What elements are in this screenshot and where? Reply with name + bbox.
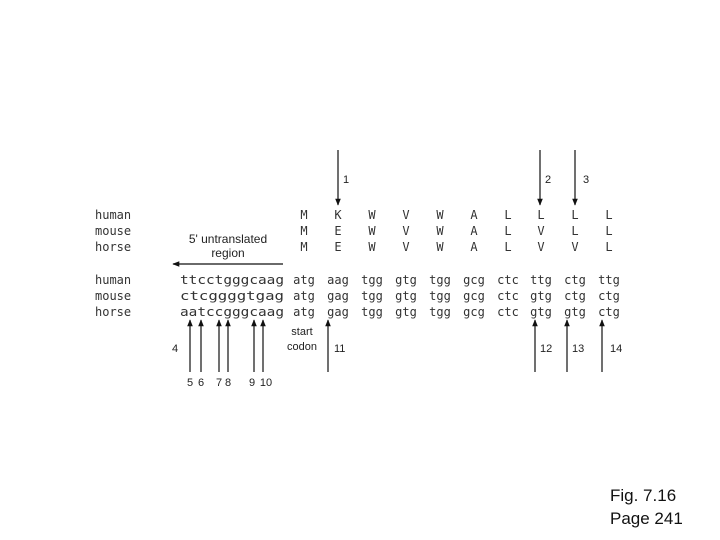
utr-sequence-mouse: ctcggggtgag [180, 289, 284, 303]
bottom-arrow-label-7: 7 [215, 377, 223, 389]
start-codon-annotation [287, 326, 317, 353]
protein-residue-mouse-10: L [605, 224, 613, 238]
protein-residue-human-9: L [571, 208, 579, 222]
protein-residue-mouse-1: M [300, 224, 308, 238]
codon-horse-3: tgg [361, 305, 383, 319]
bottom-arrow-label-9: 9 [248, 377, 256, 389]
bottom-arrow-label-4: 4 [172, 343, 179, 355]
utr-sequences [180, 273, 284, 319]
protein-residue-human-1: M [300, 208, 308, 222]
species-label-mouse-dna: mouse [95, 289, 132, 303]
codon-horse-10: ctg [598, 305, 620, 319]
protein-residue-mouse-9: L [571, 224, 579, 238]
top-arrow-label-1: 1 [343, 174, 350, 186]
bottom-arrow-label-5: 5 [186, 377, 194, 389]
codon-human-4: gtg [395, 273, 417, 287]
protein-residue-mouse-2: E [334, 224, 342, 238]
protein-residue-mouse-5: W [436, 224, 444, 238]
protein-residue-horse-9: V [571, 240, 579, 254]
species-label-mouse-protein: mouse [95, 224, 132, 238]
codon-horse-7: ctc [497, 305, 519, 319]
protein-residue-horse-4: V [402, 240, 410, 254]
figure-caption [610, 484, 683, 530]
protein-residue-mouse-3: W [368, 224, 376, 238]
protein-residue-horse-3: W [368, 240, 376, 254]
bottom-arrow-label-14: 14 [610, 343, 623, 355]
codon-mouse-4: gtg [395, 289, 417, 303]
start-codon-label-line2: codon [287, 341, 317, 353]
protein-residue-grid [300, 208, 612, 254]
codon-human-9: ctg [564, 273, 586, 287]
codon-human-10: ttg [598, 273, 620, 287]
top-arrow-label-2: 2 [545, 174, 552, 186]
protein-residue-mouse-6: A [470, 224, 478, 238]
utr-sequence-human: ttcctgggcaag [180, 273, 284, 287]
utr-label-line1: 5' untranslated [188, 232, 268, 246]
codon-horse-5: tgg [429, 305, 451, 319]
codon-horse-8: gtg [530, 305, 552, 319]
protein-residue-mouse-7: L [504, 224, 512, 238]
protein-residue-horse-6: A [470, 240, 478, 254]
bottom-arrow-label-13: 13 [572, 343, 585, 355]
codon-horse-9: gtg [564, 305, 586, 319]
dna-species-labels [95, 273, 131, 319]
codon-human-2: aag [327, 273, 349, 287]
codon-mouse-9: ctg [564, 289, 586, 303]
protein-residue-horse-7: L [504, 240, 512, 254]
protein-residue-horse-10: L [605, 240, 613, 254]
codon-human-8: ttg [530, 273, 552, 287]
codon-horse-2: gag [327, 305, 349, 319]
species-label-horse-protein: horse [95, 240, 132, 254]
top-arrows [338, 150, 589, 205]
protein-residue-horse-2: E [334, 240, 342, 254]
codon-horse-1: atg [293, 305, 315, 319]
utr-sequence-horse: aatccgggcaag [180, 305, 284, 319]
bottom-arrow-label-11: 11 [334, 343, 346, 355]
codon-mouse-7: ctc [497, 289, 519, 303]
protein-residue-human-7: L [504, 208, 512, 222]
codon-horse-4: gtg [395, 305, 417, 319]
protein-residue-mouse-4: V [402, 224, 410, 238]
codon-human-3: tgg [361, 273, 383, 287]
bottom-arrow-label-10: 10 [259, 377, 273, 389]
protein-residue-horse-5: W [436, 240, 444, 254]
codon-grid [293, 273, 620, 319]
species-label-human-dna: human [95, 273, 132, 287]
bottom-arrow-labels [172, 343, 622, 389]
utr-annotation [173, 232, 283, 264]
protein-species-labels [95, 208, 131, 254]
utr-label-line2: region [211, 246, 245, 260]
codon-mouse-8: gtg [530, 289, 552, 303]
species-label-human-protein: human [95, 208, 132, 222]
protein-residue-human-3: W [368, 208, 376, 222]
protein-residue-mouse-8: V [537, 224, 545, 238]
codon-mouse-5: tgg [429, 289, 451, 303]
codon-mouse-6: gcg [463, 289, 485, 303]
codon-mouse-2: gag [327, 289, 349, 303]
protein-residue-horse-1: M [300, 240, 308, 254]
protein-residue-human-4: V [402, 208, 410, 222]
codon-human-1: atg [293, 273, 315, 287]
page-number: Page 241 [610, 509, 683, 528]
bottom-arrow-label-12: 12 [540, 343, 553, 355]
codon-horse-6: gcg [463, 305, 485, 319]
bottom-arrow-label-6: 6 [197, 377, 205, 389]
protein-residue-horse-8: V [537, 240, 545, 254]
protein-residue-human-10: L [605, 208, 613, 222]
codon-mouse-10: ctg [598, 289, 620, 303]
species-label-horse-dna: horse [95, 305, 132, 319]
bottom-arrow-label-8: 8 [224, 377, 232, 389]
top-arrow-label-3: 3 [583, 174, 590, 186]
codon-mouse-3: tgg [361, 289, 383, 303]
codon-human-6: gcg [463, 273, 485, 287]
codon-mouse-1: atg [293, 289, 315, 303]
figure-number: Fig. 7.16 [610, 486, 677, 505]
protein-residue-human-5: W [436, 208, 444, 222]
start-codon-label-line1: start [291, 326, 313, 338]
codon-human-7: ctc [497, 273, 519, 287]
protein-residue-human-2: K [334, 208, 342, 222]
codon-human-5: tgg [429, 273, 451, 287]
protein-residue-human-8: L [537, 208, 545, 222]
protein-residue-human-6: A [470, 208, 478, 222]
